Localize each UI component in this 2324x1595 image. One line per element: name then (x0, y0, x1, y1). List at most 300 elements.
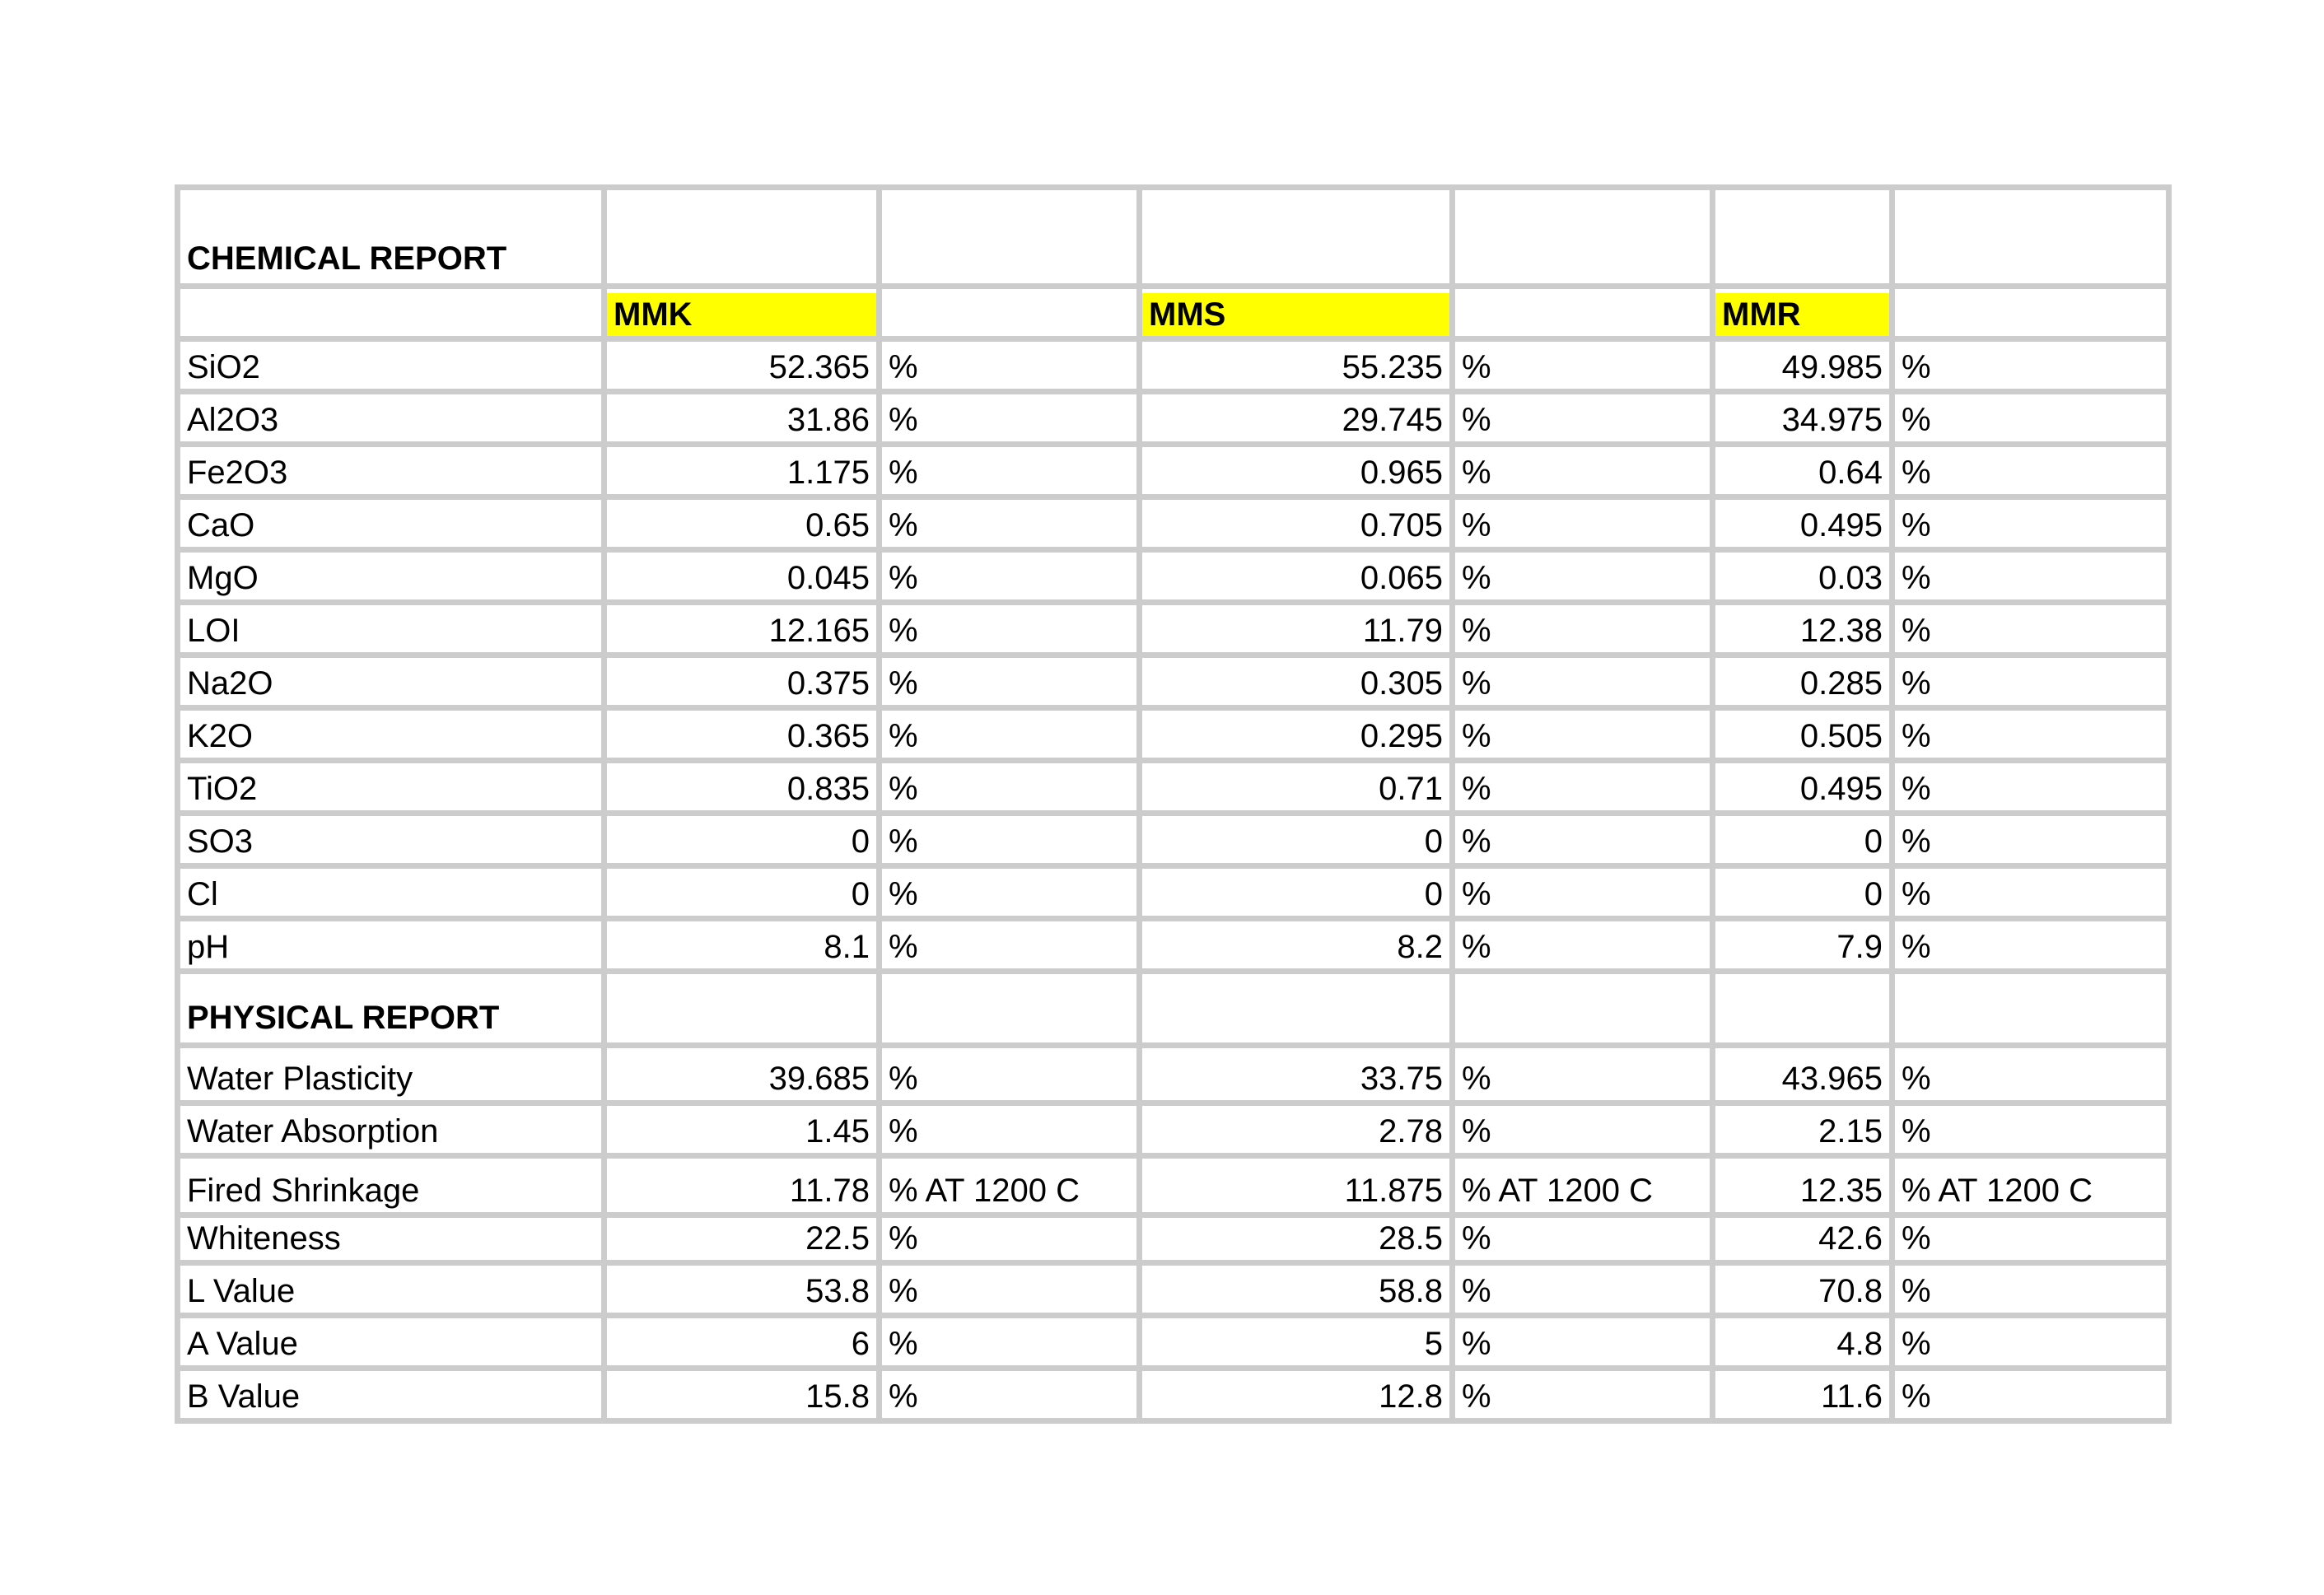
table-row-ph (178, 919, 2169, 972)
unit-mmk-text: % (889, 1378, 918, 1415)
value-mmk (604, 1369, 880, 1421)
value-mmk (604, 339, 880, 392)
row-label (178, 655, 604, 708)
unit-mmr (1892, 655, 2169, 708)
value-mms-text: 0.295 (1360, 718, 1443, 754)
value-mms-text: 29.745 (1342, 402, 1443, 438)
value-mms (1140, 1215, 1453, 1263)
unit-mmr-text: % (1902, 1378, 1931, 1415)
value-mmr-text: 0 (1864, 823, 1883, 860)
unit-mmr-text: % (1902, 929, 1931, 965)
table-row-fe2o3 (178, 445, 2169, 497)
row-label (178, 708, 604, 761)
value-mmr (1713, 761, 1892, 814)
unit-mms-text: % (1462, 507, 1491, 543)
value-mms (1140, 1316, 1453, 1369)
sample-header-row (178, 287, 2169, 339)
unit-mmk (880, 1156, 1140, 1215)
value-mmr (1713, 1103, 1892, 1156)
unit-mmr (1892, 761, 2169, 814)
unit-mmr-text: % (1902, 613, 1931, 649)
row-label (178, 761, 604, 814)
table-row-water-plasticity (178, 1046, 2169, 1103)
empty-cell (1892, 188, 2169, 287)
unit-mmr-text: % AT 1200 C (1902, 1173, 2093, 1209)
unit-mms-text: % (1462, 1061, 1491, 1097)
unit-mmr-text: % (1902, 876, 1931, 912)
unit-mmr (1892, 1263, 2169, 1316)
value-mmk (604, 497, 880, 550)
row-label (178, 1316, 604, 1369)
value-mmk-text: 1.175 (786, 455, 870, 491)
unit-mmk-text: % (889, 1113, 918, 1150)
unit-mmr-text: % (1902, 718, 1931, 754)
unit-mmr (1892, 708, 2169, 761)
value-mmk (604, 1263, 880, 1316)
unit-mmr-text: % (1902, 560, 1931, 596)
value-mms-text: 0.965 (1360, 455, 1443, 491)
value-mms-text: 0.065 (1360, 560, 1443, 596)
row-label-text: B Value (187, 1378, 301, 1415)
unit-mmr-text: % (1902, 1326, 1931, 1362)
value-mms-text: 11.875 (1344, 1173, 1443, 1209)
value-mms (1140, 708, 1453, 761)
value-mmr-text: 11.6 (1821, 1378, 1883, 1415)
value-mmr (1713, 392, 1892, 445)
value-mmk-text: 8.1 (824, 929, 870, 965)
value-mmr-text: 0.495 (1799, 507, 1883, 543)
unit-mmk-text: % (889, 665, 918, 702)
unit-mmr-text: % (1902, 1061, 1931, 1097)
unit-mmk (880, 866, 1140, 919)
unit-mmk-text: % (889, 560, 918, 596)
unit-mms (1453, 708, 1713, 761)
row-label-text: Fe2O3 (187, 455, 288, 491)
row-label-text: Fired Shrinkage (187, 1173, 420, 1209)
value-mmk-text: 15.8 (805, 1378, 870, 1415)
row-label-text: Water Absorption (187, 1113, 439, 1150)
unit-mmk (880, 1316, 1140, 1369)
unit-mmr (1892, 497, 2169, 550)
unit-mmr-text: % (1902, 402, 1931, 438)
value-mmr-text: 2.15 (1818, 1113, 1883, 1150)
row-label-text: Al2O3 (187, 402, 279, 438)
unit-mms (1453, 339, 1713, 392)
unit-mmk-text: % (889, 929, 918, 965)
value-mmr-text: 12.35 (1799, 1173, 1883, 1209)
unit-mms (1453, 866, 1713, 919)
table-row-na2o (178, 655, 2169, 708)
unit-mmr (1892, 392, 2169, 445)
table-row-tio2 (178, 761, 2169, 814)
unit-mmk (880, 445, 1140, 497)
unit-mms (1453, 1156, 1713, 1215)
table-row-cao (178, 497, 2169, 550)
unit-mmr-text: % (1902, 665, 1931, 702)
row-label (178, 866, 604, 919)
row-label-text: Whiteness (187, 1220, 341, 1257)
unit-mms (1453, 814, 1713, 866)
unit-mmr-text: % (1902, 455, 1931, 491)
unit-mmk-text: % (889, 402, 918, 438)
value-mmr (1713, 550, 1892, 603)
table-row-water-absorption (178, 1103, 2169, 1156)
row-label-text: A Value (187, 1326, 298, 1362)
empty-cell (604, 972, 880, 1046)
value-mms (1140, 1263, 1453, 1316)
unit-mms (1453, 497, 1713, 550)
unit-mms (1453, 1263, 1713, 1316)
value-mmr-text: 34.975 (1781, 402, 1883, 438)
empty-cell (1892, 972, 2169, 1046)
value-mms (1140, 550, 1453, 603)
row-label-text: TiO2 (187, 771, 258, 807)
unit-mms-text: % (1462, 402, 1491, 438)
value-mmk (604, 550, 880, 603)
value-mmr (1713, 497, 1892, 550)
table-row-loi (178, 603, 2169, 655)
value-mmk-text: 53.8 (805, 1273, 870, 1309)
unit-mms (1453, 1103, 1713, 1156)
unit-mmk (880, 392, 1140, 445)
value-mms-text: 8.2 (1397, 929, 1443, 965)
unit-mms-text: % (1462, 613, 1491, 649)
value-mmr (1713, 1156, 1892, 1215)
value-mmk (604, 1046, 880, 1103)
unit-mms-text: % (1462, 1220, 1491, 1257)
unit-mmk-text: % (889, 823, 918, 860)
unit-mmk-text: % (889, 455, 918, 491)
report-body (178, 188, 2169, 1421)
unit-mmr (1892, 1046, 2169, 1103)
unit-mmr (1892, 1369, 2169, 1421)
row-label-text: SiO2 (187, 349, 260, 385)
value-mmk-text: 0 (851, 823, 870, 860)
row-label-text: MgO (187, 560, 259, 596)
table-row-mgo (178, 550, 2169, 603)
value-mms (1140, 1156, 1453, 1215)
value-mmr (1713, 1263, 1892, 1316)
unit-mms-text: % (1462, 1378, 1491, 1415)
empty-cell (1713, 188, 1892, 287)
unit-mmk (880, 655, 1140, 708)
value-mmr-text: 49.985 (1781, 349, 1883, 385)
empty-cell (1892, 287, 2169, 339)
value-mmr-text: 12.38 (1799, 613, 1883, 649)
value-mms (1140, 761, 1453, 814)
unit-mms-text: % (1462, 823, 1491, 860)
chemical-report-title: CHEMICAL REPORT (178, 188, 604, 287)
row-label (178, 1103, 604, 1156)
unit-mmk-text: % (889, 718, 918, 754)
value-mmr (1713, 445, 1892, 497)
unit-mms-text: % (1462, 455, 1491, 491)
row-label (178, 392, 604, 445)
empty-cell (604, 188, 880, 287)
value-mmr (1713, 1369, 1892, 1421)
unit-mmk (880, 603, 1140, 655)
empty-cell (1453, 188, 1713, 287)
value-mms (1140, 445, 1453, 497)
value-mmk-text: 0.835 (786, 771, 870, 807)
value-mmk-text: 52.365 (768, 349, 870, 385)
value-mmr-text: 43.965 (1781, 1061, 1883, 1097)
unit-mmk (880, 814, 1140, 866)
unit-mmk (880, 1046, 1140, 1103)
unit-mmk-text: % (889, 1326, 918, 1362)
value-mmr-text: 0.495 (1799, 771, 1883, 807)
value-mms-text: 12.8 (1379, 1378, 1443, 1415)
row-label-text: CaO (187, 507, 255, 543)
unit-mms (1453, 1369, 1713, 1421)
table-row-sio2 (178, 339, 2169, 392)
unit-mms-text: % (1462, 929, 1491, 965)
sample-header-mms: MMS (1140, 287, 1453, 339)
value-mmr (1713, 1046, 1892, 1103)
value-mmk (604, 655, 880, 708)
unit-mms-text: % (1462, 349, 1491, 385)
unit-mmr-text: % (1902, 823, 1931, 860)
row-label-text: Water Plasticity (187, 1061, 413, 1097)
unit-mms (1453, 603, 1713, 655)
unit-mmk (880, 761, 1140, 814)
unit-mms-text: % (1462, 1326, 1491, 1362)
physical-report-title-text: PHYSICAL REPORT (187, 1000, 500, 1036)
empty-cell (880, 188, 1140, 287)
value-mmr (1713, 339, 1892, 392)
value-mmk (604, 1215, 880, 1263)
value-mms-text: 58.8 (1379, 1273, 1443, 1309)
empty-cell (1713, 972, 1892, 1046)
value-mms-text: 55.235 (1342, 349, 1443, 385)
unit-mmr (1892, 1215, 2169, 1263)
value-mmk (604, 919, 880, 972)
value-mmr (1713, 708, 1892, 761)
value-mms (1140, 919, 1453, 972)
row-label (178, 497, 604, 550)
value-mmr (1713, 1316, 1892, 1369)
unit-mmk-text: % (889, 507, 918, 543)
value-mms-text: 33.75 (1360, 1061, 1443, 1097)
value-mms (1140, 866, 1453, 919)
table-row-b-value (178, 1369, 2169, 1421)
value-mms-text: 11.79 (1362, 613, 1443, 649)
value-mmk-text: 0.65 (805, 507, 870, 543)
table-row-cl (178, 866, 2169, 919)
value-mmk (604, 761, 880, 814)
sample-header-mmk: MMK (604, 287, 880, 339)
value-mmr-text: 4.8 (1836, 1326, 1883, 1362)
physical-report-title (178, 972, 604, 1046)
value-mmr-text: 70.8 (1818, 1273, 1883, 1309)
unit-mmr (1892, 603, 2169, 655)
unit-mmk (880, 550, 1140, 603)
row-label (178, 1156, 604, 1215)
unit-mmr-text: % (1902, 1273, 1931, 1309)
value-mms-text: 0.305 (1360, 665, 1443, 702)
table-row-a-value (178, 1316, 2169, 1369)
unit-mmr-text: % (1902, 1220, 1931, 1257)
unit-mmk (880, 919, 1140, 972)
empty-cell (1453, 287, 1713, 339)
value-mms (1140, 655, 1453, 708)
table-row-fired-shrinkage (178, 1156, 2169, 1215)
value-mmr (1713, 919, 1892, 972)
value-mmk-text: 31.86 (786, 402, 870, 438)
report-table (175, 184, 2172, 1424)
table-row-whiteness (178, 1215, 2169, 1263)
value-mmr-text: 7.9 (1836, 929, 1883, 965)
row-label (178, 445, 604, 497)
value-mmk (604, 1156, 880, 1215)
row-label-text: LOI (187, 613, 240, 649)
unit-mms (1453, 550, 1713, 603)
unit-mmk-text: % (889, 613, 918, 649)
unit-mms-text: % (1462, 876, 1491, 912)
value-mmr (1713, 603, 1892, 655)
value-mmk-text: 0.045 (786, 560, 870, 596)
unit-mms (1453, 1046, 1713, 1103)
value-mmr (1713, 814, 1892, 866)
unit-mmr (1892, 1316, 2169, 1369)
value-mms-text: 2.78 (1379, 1113, 1443, 1150)
unit-mmr (1892, 550, 2169, 603)
unit-mms (1453, 1316, 1713, 1369)
unit-mmr (1892, 1103, 2169, 1156)
value-mmk-text: 0.365 (786, 718, 870, 754)
value-mmk (604, 814, 880, 866)
value-mmr (1713, 1215, 1892, 1263)
value-mmk-text: 22.5 (805, 1220, 870, 1257)
value-mms (1140, 1046, 1453, 1103)
unit-mmr-text: % (1902, 507, 1931, 543)
row-label-text: K2O (187, 718, 254, 754)
row-label (178, 814, 604, 866)
row-label (178, 550, 604, 603)
value-mms-text: 0 (1424, 876, 1443, 912)
unit-mmk (880, 1103, 1140, 1156)
unit-mms-text: % AT 1200 C (1462, 1173, 1653, 1209)
value-mmk-text: 0.375 (786, 665, 870, 702)
unit-mmk (880, 339, 1140, 392)
value-mms (1140, 392, 1453, 445)
unit-mmk (880, 1369, 1140, 1421)
unit-mms-text: % (1462, 665, 1491, 702)
unit-mms (1453, 655, 1713, 708)
unit-mmr-text: % (1902, 771, 1931, 807)
value-mmr-text: 0.505 (1799, 718, 1883, 754)
unit-mms-text: % (1462, 1113, 1491, 1150)
unit-mmk-text: % (889, 876, 918, 912)
value-mms (1140, 497, 1453, 550)
row-label (178, 1046, 604, 1103)
value-mms (1140, 814, 1453, 866)
table-row-l-value (178, 1263, 2169, 1316)
value-mmr (1713, 866, 1892, 919)
value-mmr-text: 0.03 (1818, 560, 1883, 596)
value-mms-text: 0.705 (1360, 507, 1443, 543)
row-label (178, 919, 604, 972)
row-label-text: Na2O (187, 665, 273, 702)
row-label (178, 1263, 604, 1316)
value-mmk-text: 0 (851, 876, 870, 912)
unit-mmr (1892, 445, 2169, 497)
value-mms-text: 5 (1424, 1326, 1443, 1362)
value-mmk (604, 392, 880, 445)
value-mmk-text: 12.165 (768, 613, 870, 649)
unit-mms-text: % (1462, 771, 1491, 807)
row-label-text: Cl (187, 876, 218, 912)
value-mmk-text: 11.78 (789, 1173, 870, 1209)
unit-mmk-text: % AT 1200 C (889, 1173, 1080, 1209)
row-label-text: L Value (187, 1273, 296, 1309)
chemical-header-row (178, 188, 2169, 287)
unit-mmk (880, 497, 1140, 550)
unit-mmr (1892, 919, 2169, 972)
empty-cell (1140, 188, 1453, 287)
table-row-k2o (178, 708, 2169, 761)
value-mms (1140, 1103, 1453, 1156)
unit-mmr (1892, 339, 2169, 392)
empty-cell (1140, 972, 1453, 1046)
unit-mms-text: % (1462, 1273, 1491, 1309)
value-mmr-text: 42.6 (1818, 1220, 1883, 1257)
row-label (178, 603, 604, 655)
unit-mms-text: % (1462, 718, 1491, 754)
unit-mmk-text: % (889, 1220, 918, 1257)
unit-mmk (880, 708, 1140, 761)
unit-mmr-text: % (1902, 349, 1931, 385)
row-label (178, 1215, 604, 1263)
unit-mms-text: % (1462, 560, 1491, 596)
empty-cell (178, 287, 604, 339)
empty-cell (880, 972, 1140, 1046)
value-mmk (604, 603, 880, 655)
unit-mmr (1892, 866, 2169, 919)
empty-cell (1453, 972, 1713, 1046)
value-mms-text: 0 (1424, 823, 1443, 860)
value-mmr-text: 0 (1864, 876, 1883, 912)
value-mms (1140, 603, 1453, 655)
unit-mmk-text: % (889, 1273, 918, 1309)
value-mmk (604, 866, 880, 919)
unit-mms (1453, 919, 1713, 972)
value-mmk (604, 708, 880, 761)
value-mmk-text: 39.685 (768, 1061, 870, 1097)
unit-mmr-text: % (1902, 1113, 1931, 1150)
value-mmr (1713, 655, 1892, 708)
value-mms-text: 0.71 (1379, 771, 1443, 807)
unit-mmk-text: % (889, 1061, 918, 1097)
physical-header-row (178, 972, 2169, 1046)
value-mmk-text: 1.45 (805, 1113, 870, 1150)
unit-mmk-text: % (889, 349, 918, 385)
unit-mms (1453, 445, 1713, 497)
table-row-so3 (178, 814, 2169, 866)
value-mmr-text: 0.64 (1818, 455, 1883, 491)
value-mmk-text: 6 (851, 1326, 870, 1362)
unit-mmk-text: % (889, 771, 918, 807)
value-mms (1140, 1369, 1453, 1421)
unit-mms (1453, 1215, 1713, 1263)
row-label (178, 1369, 604, 1421)
row-label-text: SO3 (187, 823, 254, 860)
value-mmk (604, 1103, 880, 1156)
unit-mmk (880, 1263, 1140, 1316)
row-label (178, 339, 604, 392)
value-mms (1140, 339, 1453, 392)
unit-mms (1453, 761, 1713, 814)
